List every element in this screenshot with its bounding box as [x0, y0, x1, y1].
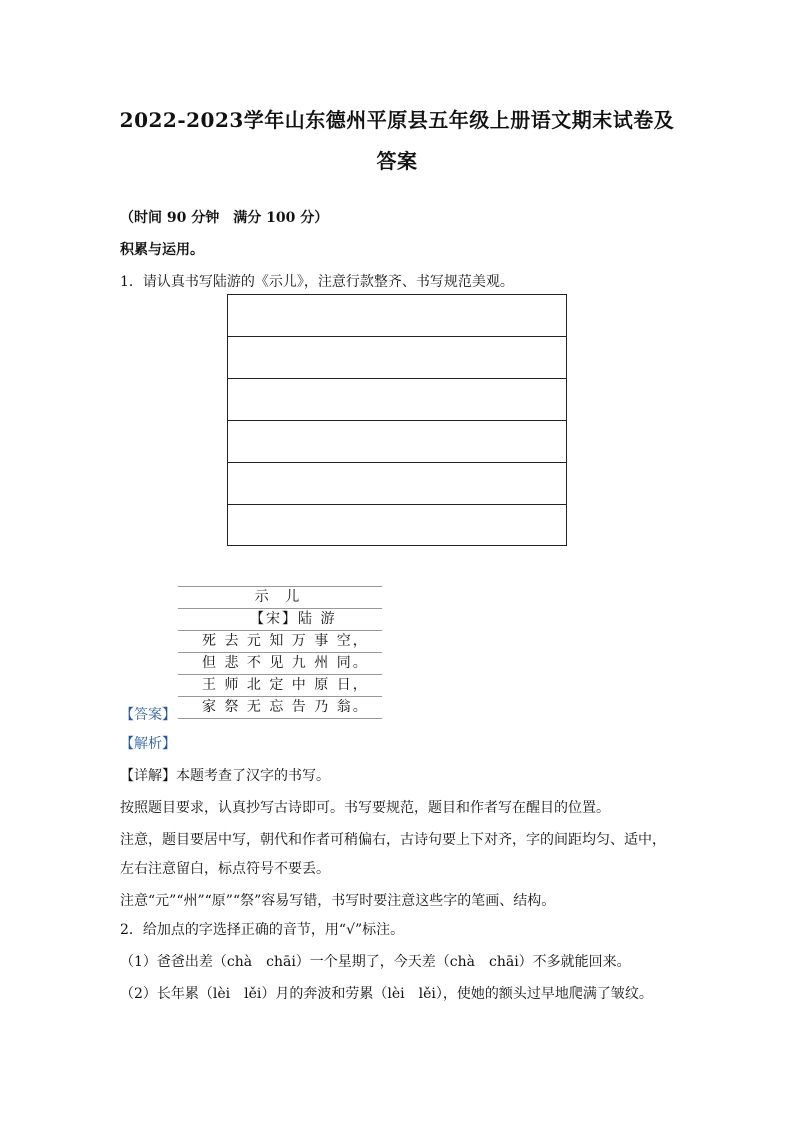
- explanation-paragraph-3: 左右注意留白，标点符号不要丢。: [120, 861, 330, 877]
- poem-line: 但 悲 不 见 九 州 同。: [178, 653, 382, 675]
- question-2: 2．给加点的字选择正确的音节，用“√”标注。: [120, 922, 405, 938]
- poem-line: 家 祭 无 忘 告 乃 翁。: [202, 699, 369, 715]
- writing-row: [228, 421, 566, 463]
- detail-line: [120, 765, 330, 785]
- explanation-paragraph-2: 注意，题目要居中写，朝代和作者可稍偏右，古诗句要上下对齐，字的间距均匀、适中，: [120, 832, 666, 848]
- writing-row: [228, 295, 566, 337]
- poem-line: 死 去 元 知 万 事 空，: [178, 631, 382, 653]
- question-1: 1．请认真书写陆游的《示儿》，注意行款整齐、书写规范美观。: [120, 274, 514, 290]
- poem-author: 【宋】陆 游: [178, 609, 382, 631]
- poem-title: 示 儿: [178, 587, 382, 609]
- writing-row: [228, 337, 566, 379]
- writing-row: [228, 379, 566, 421]
- answer-label: 【答案】: [120, 707, 176, 723]
- question-2-part-2: （2）长年累（lèi lěi）月的奔波和劳累（lèi lěi），使她的额头过早地爬满了皱纹。: [120, 986, 653, 1002]
- poem-sample-answer: [178, 586, 382, 719]
- exam-info: （时间 90 分钟 满分 100 分）: [120, 210, 329, 226]
- writing-grid: [227, 294, 567, 546]
- explanation-paragraph-1: 按照题目要求，认真抄写古诗即可。书写要规范，题目和作者写在醒目的位置。: [120, 800, 610, 816]
- analysis-label: 【解析】: [120, 736, 176, 752]
- document-title-line-1: 2022-2023学年山东德州平原县五年级上册语文期末试卷及: [119, 108, 675, 132]
- document-title-line-2: 答案: [376, 149, 418, 173]
- detail-text: 本题考查了汉字的书写。: [176, 768, 330, 784]
- poem-line: 王 师 北 定 中 原 日，: [178, 675, 382, 697]
- question-2-part-1: （1）爸爸出差（chà chāi）一个星期了，今天差（chà chāi）不多就能回来。: [120, 954, 631, 970]
- detail-label: 【详解】: [120, 768, 176, 784]
- writing-row: [228, 463, 566, 505]
- explanation-paragraph-4: 注意“元”“州”“原”“祭”容易写错，书写时要注意这些字的笔画、结构。: [120, 893, 556, 909]
- section-heading: 积累与运用。: [120, 242, 204, 258]
- writing-row: [228, 505, 566, 547]
